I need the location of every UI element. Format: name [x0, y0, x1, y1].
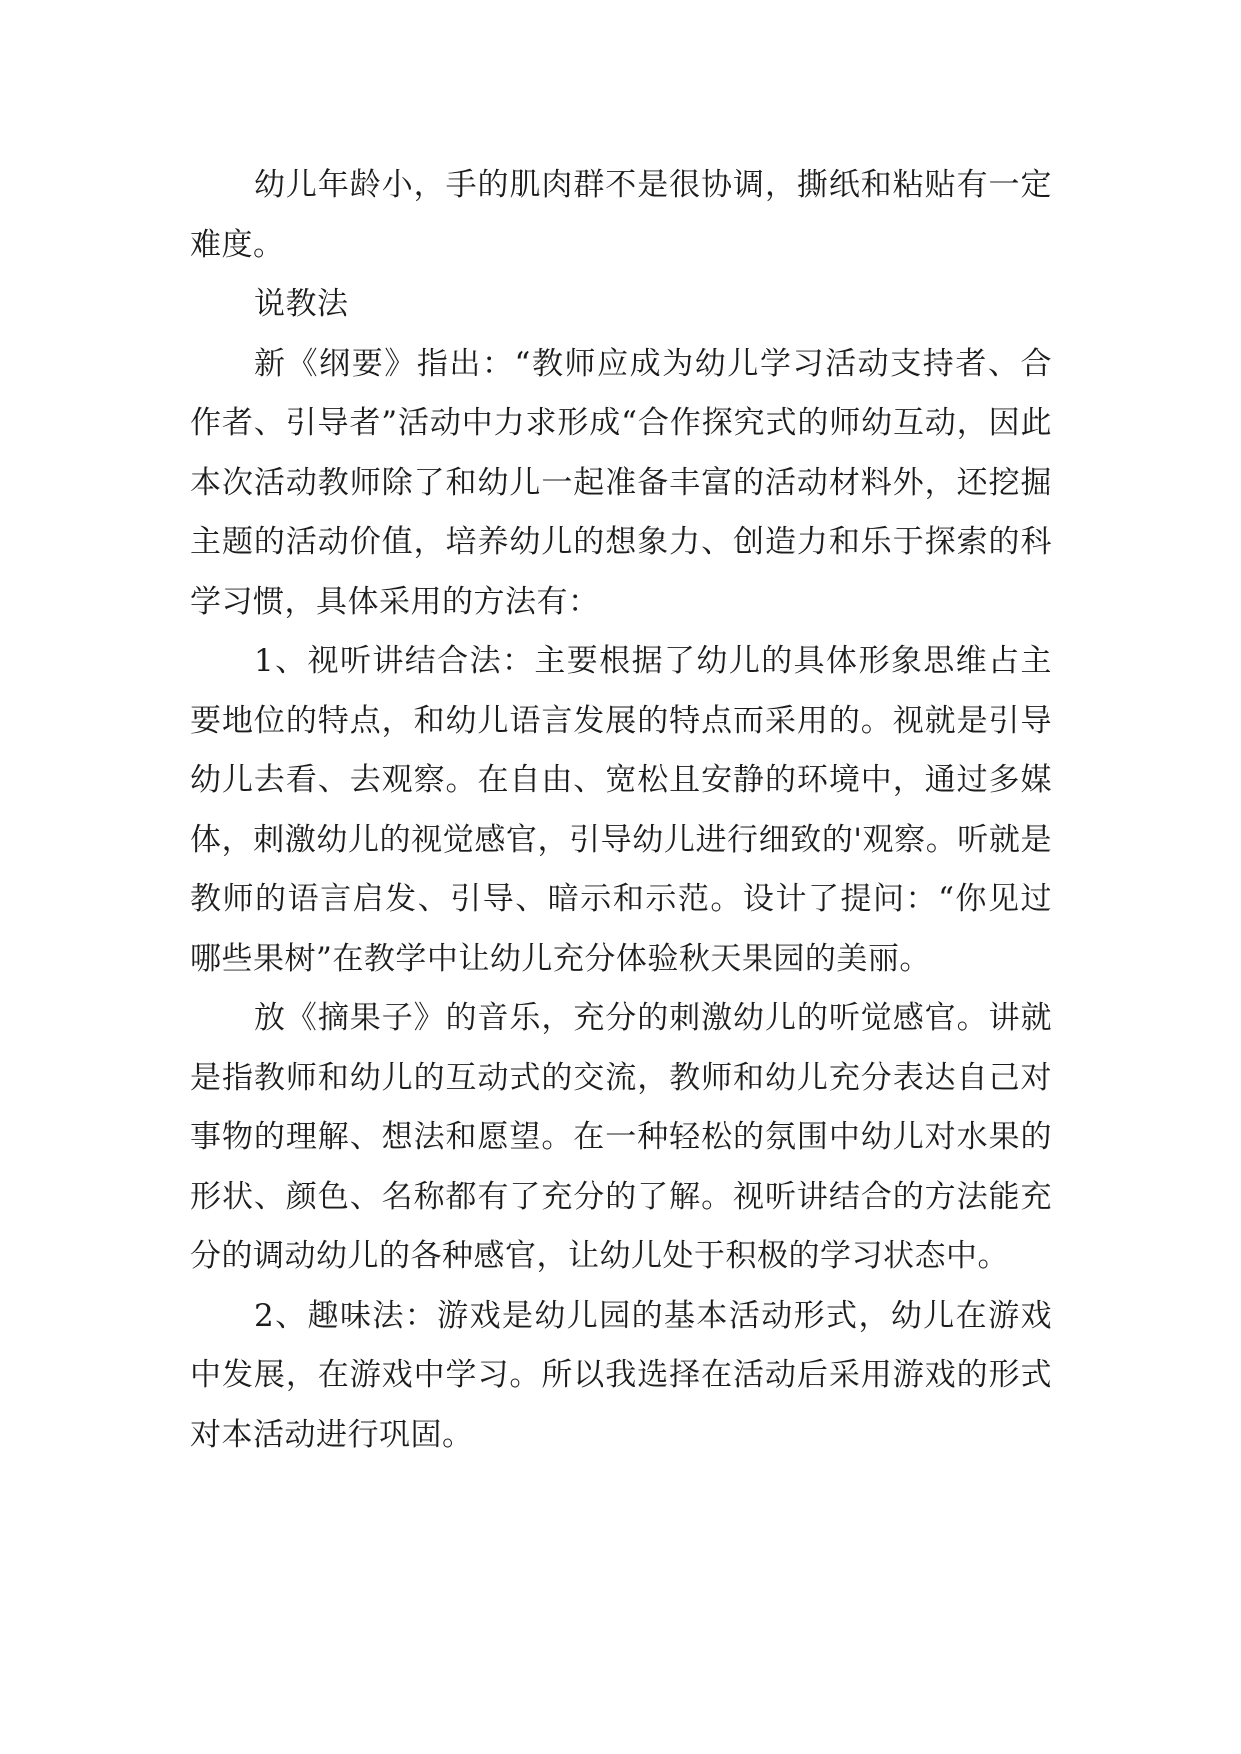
paragraph-method-1: 1、视听讲结合法：主要根据了幼儿的具体形象思维占主要地位的特点，和幼儿语言发展的特点而采用的。视就是引导幼儿去看、去观察。在自由、宽松且安静的环境中，通过多媒体，刺激幼儿的视觉感官，引导幼儿进行细致的'观察。听就是教师的语言启发、引导、暗示和示范。设计了提问：“你见过哪些果树”在教学中让幼儿充分体验秋天果园的美丽。	[190, 643, 1052, 977]
paragraph-method-2: 2、趣味法：游戏是幼儿园的基本活动形式，幼儿在游戏中发展，在游戏中学习。所以我选择在活动后采用游戏的形式对本活动进行巩固。	[190, 1297, 1052, 1453]
paragraph-method-1-continued: 放《摘果子》的音乐，充分的刺激幼儿的听觉感官。讲就是指教师和幼儿的互动式的交流，教师和幼儿充分表达自己对事物的理解、想法和愿望。在一种轻松的氛围中幼儿对水果的形状、颜色、名称都有了充分的了解。视听讲结合的方法能充分的调动幼儿的各种感官，让幼儿处于积极的学习状态中。	[190, 1000, 1052, 1274]
document-body	[190, 156, 1052, 1465]
paragraph-difficulty: 幼儿年龄小，手的肌肉群不是很协调，撕纸和粘贴有一定难度。	[190, 167, 1052, 263]
paragraph-guideline: 新《纲要》指出：“教师应成为幼儿学习活动支持者、合作者、引导者”活动中力求形成“合作探究式的师幼互动，因此本次活动教师除了和幼儿一起准备丰富的活动材料外，还挖掘主题的活动价值，培养幼儿的想象力、创造力和乐于探索的科学习惯，具体采用的方法有：	[190, 345, 1052, 620]
section-heading-teaching-method: 说教法	[254, 286, 349, 322]
